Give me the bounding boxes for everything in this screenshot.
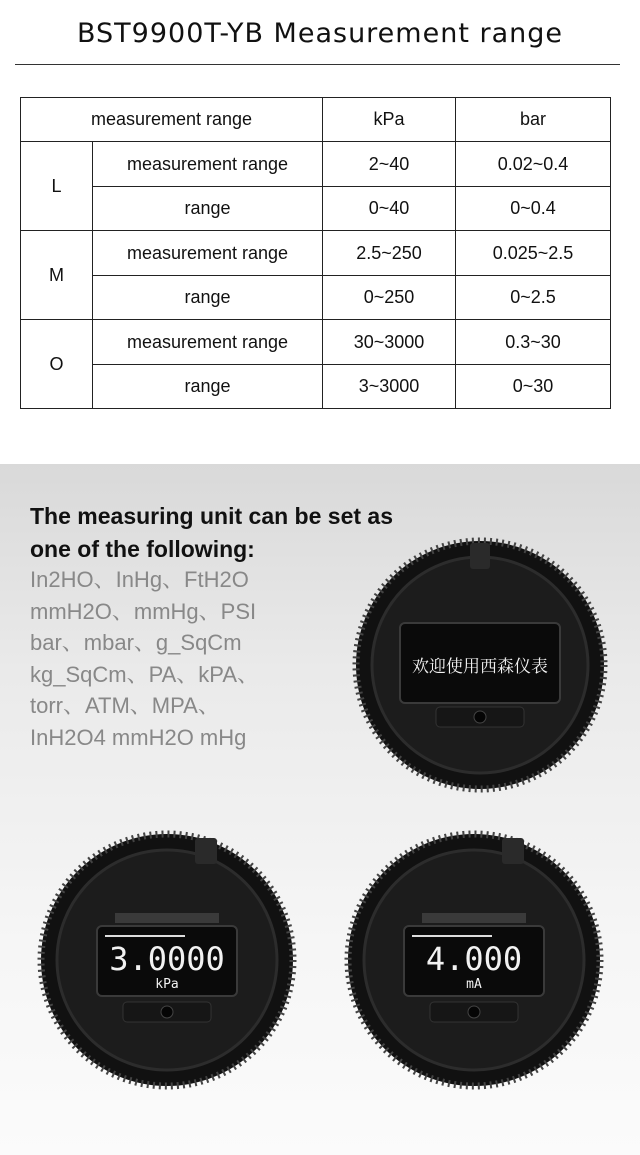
gauge-ma-photo (342, 828, 606, 1092)
kpa-cell: 30~3000 (323, 320, 456, 365)
gauge-button (474, 711, 486, 723)
units-list (30, 564, 360, 754)
gauge-lcd-unit: mA (466, 977, 482, 992)
gauge-lcd-message: 欢迎使用西森仪表 (412, 657, 548, 677)
table-row (21, 231, 611, 276)
range-code-cell: M (21, 231, 93, 320)
gauge-button (161, 1006, 173, 1018)
bar-cell: 0.02~0.4 (456, 142, 611, 187)
units-heading-line: one of the following: (30, 536, 255, 562)
units-list-line: In2HO、InHg、FtH2O (30, 567, 249, 592)
gauge-brand-plate (422, 913, 526, 923)
gauge-lock-tab (502, 838, 524, 864)
row-label-cell: range (93, 276, 323, 320)
bar-cell: 0~0.4 (456, 187, 611, 231)
header-cell-kpa: kPa (323, 98, 456, 142)
kpa-cell: 0~40 (323, 187, 456, 231)
title-divider (15, 64, 620, 65)
page-title: BST9900T-YB Measurement range (77, 18, 563, 49)
row-label-cell: range (93, 187, 323, 231)
gauge-lcd-reading: 4.000 (425, 940, 523, 978)
range-code-cell: O (21, 320, 93, 409)
kpa-cell: 3~3000 (323, 365, 456, 409)
gauge-lock-tab (470, 543, 490, 569)
gauge-welcome-photo (350, 535, 610, 795)
bar-cell: 0.025~2.5 (456, 231, 611, 276)
table-row (21, 365, 611, 409)
gauge-lcd-reading: 3.0000 (109, 940, 225, 978)
units-list-line: mmH2O、mmHg、PSI (30, 598, 257, 624)
units-list-line: torr、ATM、MPA、 (30, 693, 220, 719)
table-row (21, 187, 611, 231)
row-label-cell: measurement range (93, 320, 323, 365)
gauge-lcd-unit: kPa (155, 977, 179, 992)
measurement-range-table (20, 97, 611, 409)
kpa-cell: 0~250 (323, 276, 456, 320)
gauge-button (468, 1006, 480, 1018)
units-list-line: kg_SqCm、PA、kPA、 (30, 661, 260, 687)
units-list-line: bar、mbar、g_SqCm (30, 630, 242, 656)
units-heading-line: The measuring unit can be set as (30, 503, 393, 529)
header-cell-label: measurement range (21, 98, 323, 142)
gauge-kpa-photo (35, 828, 299, 1092)
table-header-row (21, 98, 611, 142)
table-row (21, 142, 611, 187)
bar-cell: 0~30 (456, 365, 611, 409)
row-label-cell: measurement range (93, 142, 323, 187)
range-code-cell: L (21, 142, 93, 231)
table-row (21, 320, 611, 365)
kpa-cell: 2.5~250 (323, 231, 456, 276)
row-label-cell: range (93, 365, 323, 409)
gauge-lock-tab (195, 838, 217, 864)
row-label-cell: measurement range (93, 231, 323, 276)
bar-cell: 0.3~30 (456, 320, 611, 365)
gauge-brand-plate (115, 913, 219, 923)
header-cell-bar: bar (456, 98, 611, 142)
table-row (21, 276, 611, 320)
units-list-line: InH2O4 mmH2O mHg (30, 724, 247, 750)
kpa-cell: 2~40 (323, 142, 456, 187)
bar-cell: 0~2.5 (456, 276, 611, 320)
